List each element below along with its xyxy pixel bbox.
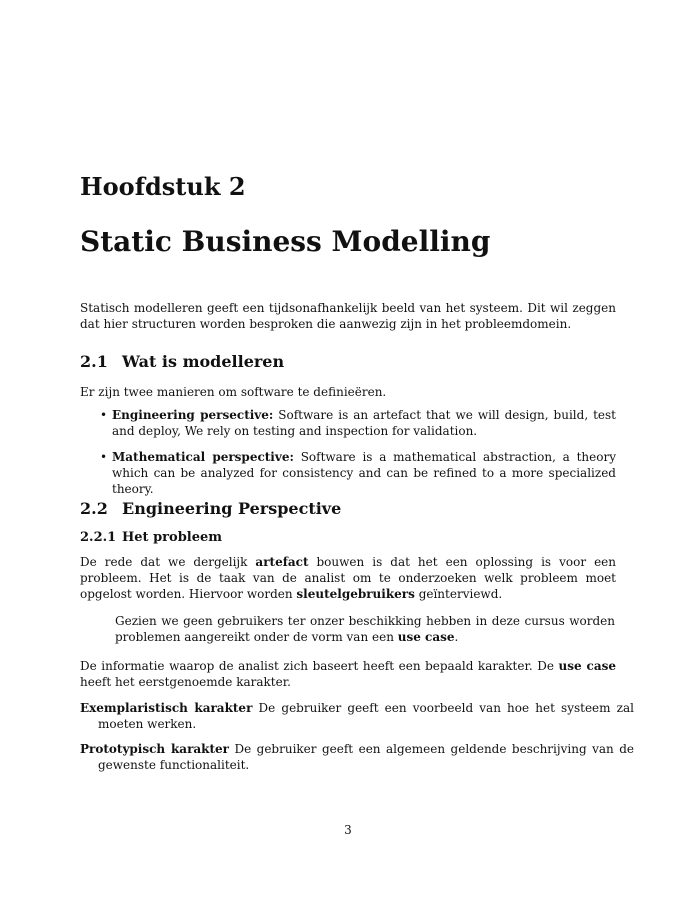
intro-paragraph: Statisch modelleren geeft een tijdsonafhankelijk beeld van het systeem. Dit wil zeggen dat hier structuren worden besproken die aanwezig zijn in het probleemdomein. [80,301,616,331]
bullet-text: Software is an artefact that we will design, build, test and deploy, We rely on testing and inspection for validation. [112,408,617,438]
description-term: Prototypisch karakter [80,742,229,756]
problem-paragraph: De rede dat we dergelijk artefact bouwen is dat het een oplossing is voor een probleem. Het is de taak van de analist om te onderzoeken welk probleem moet opgelost worden. Hiervoor worden sleutelgebruikers geïnterviewd. [80,555,617,601]
use-case-term: use case [558,659,616,673]
section-number: 2.2 [80,499,108,518]
bullet-dot-icon: • [100,408,108,422]
page-number: 3 [344,823,352,837]
section-heading-2-1 [80,352,284,371]
description-item-prototypisch [80,741,634,773]
bullet-item [80,449,616,497]
description-term: Exemplaristisch karakter [80,701,253,715]
bullet-term: Engineering persective: [112,408,274,422]
section-title: Wat is modelleren [122,352,285,371]
description-text: De gebruiker geeft een algemeen geldende beschrijving van de gewenste functionaliteit. [98,742,635,772]
description-item-exemplaristisch [80,700,634,732]
artefact-term: artefact [255,555,309,569]
subsection-title: Het probleem [122,530,223,545]
subsection-number: 2.2.1 [80,530,117,545]
section-title: Engineering Perspective [122,499,342,518]
chapter-label: Hoofdstuk 2 [80,172,246,201]
bullet-text: Software is a mathematical abstraction, a theory which can be analyzed for consistency and can be refined to a more specialized theory. [112,450,616,496]
subsection-heading-2-2-1 [80,530,222,545]
bullet-item [80,407,616,439]
perspective-bullet-list [80,407,616,507]
sleutelgebruikers-term: sleutelgebruikers [296,587,415,601]
information-paragraph: De informatie waarop de analist zich baseert heeft een bepaald karakter. De use case heeft het eerstgenoemde karakter. [80,659,616,689]
use-case-quote: Gezien we geen gebruikers ter onzer beschikking hebben in deze cursus worden problemen aangereikt onder de vorm van een use case. [115,614,615,644]
bullet-dot-icon: • [100,450,108,464]
section-lead-paragraph: Er zijn twee manieren om software te definieëren. [80,385,387,399]
bullet-term: Mathematical perspective: [112,450,294,464]
use-case-term: use case [397,630,455,644]
chapter-title: Static Business Modelling [80,225,491,258]
section-heading-2-2 [80,499,341,518]
description-text: De gebruiker geeft een voorbeeld van hoe het systeem zal moeten werken. [98,701,634,731]
section-number: 2.1 [80,352,108,371]
